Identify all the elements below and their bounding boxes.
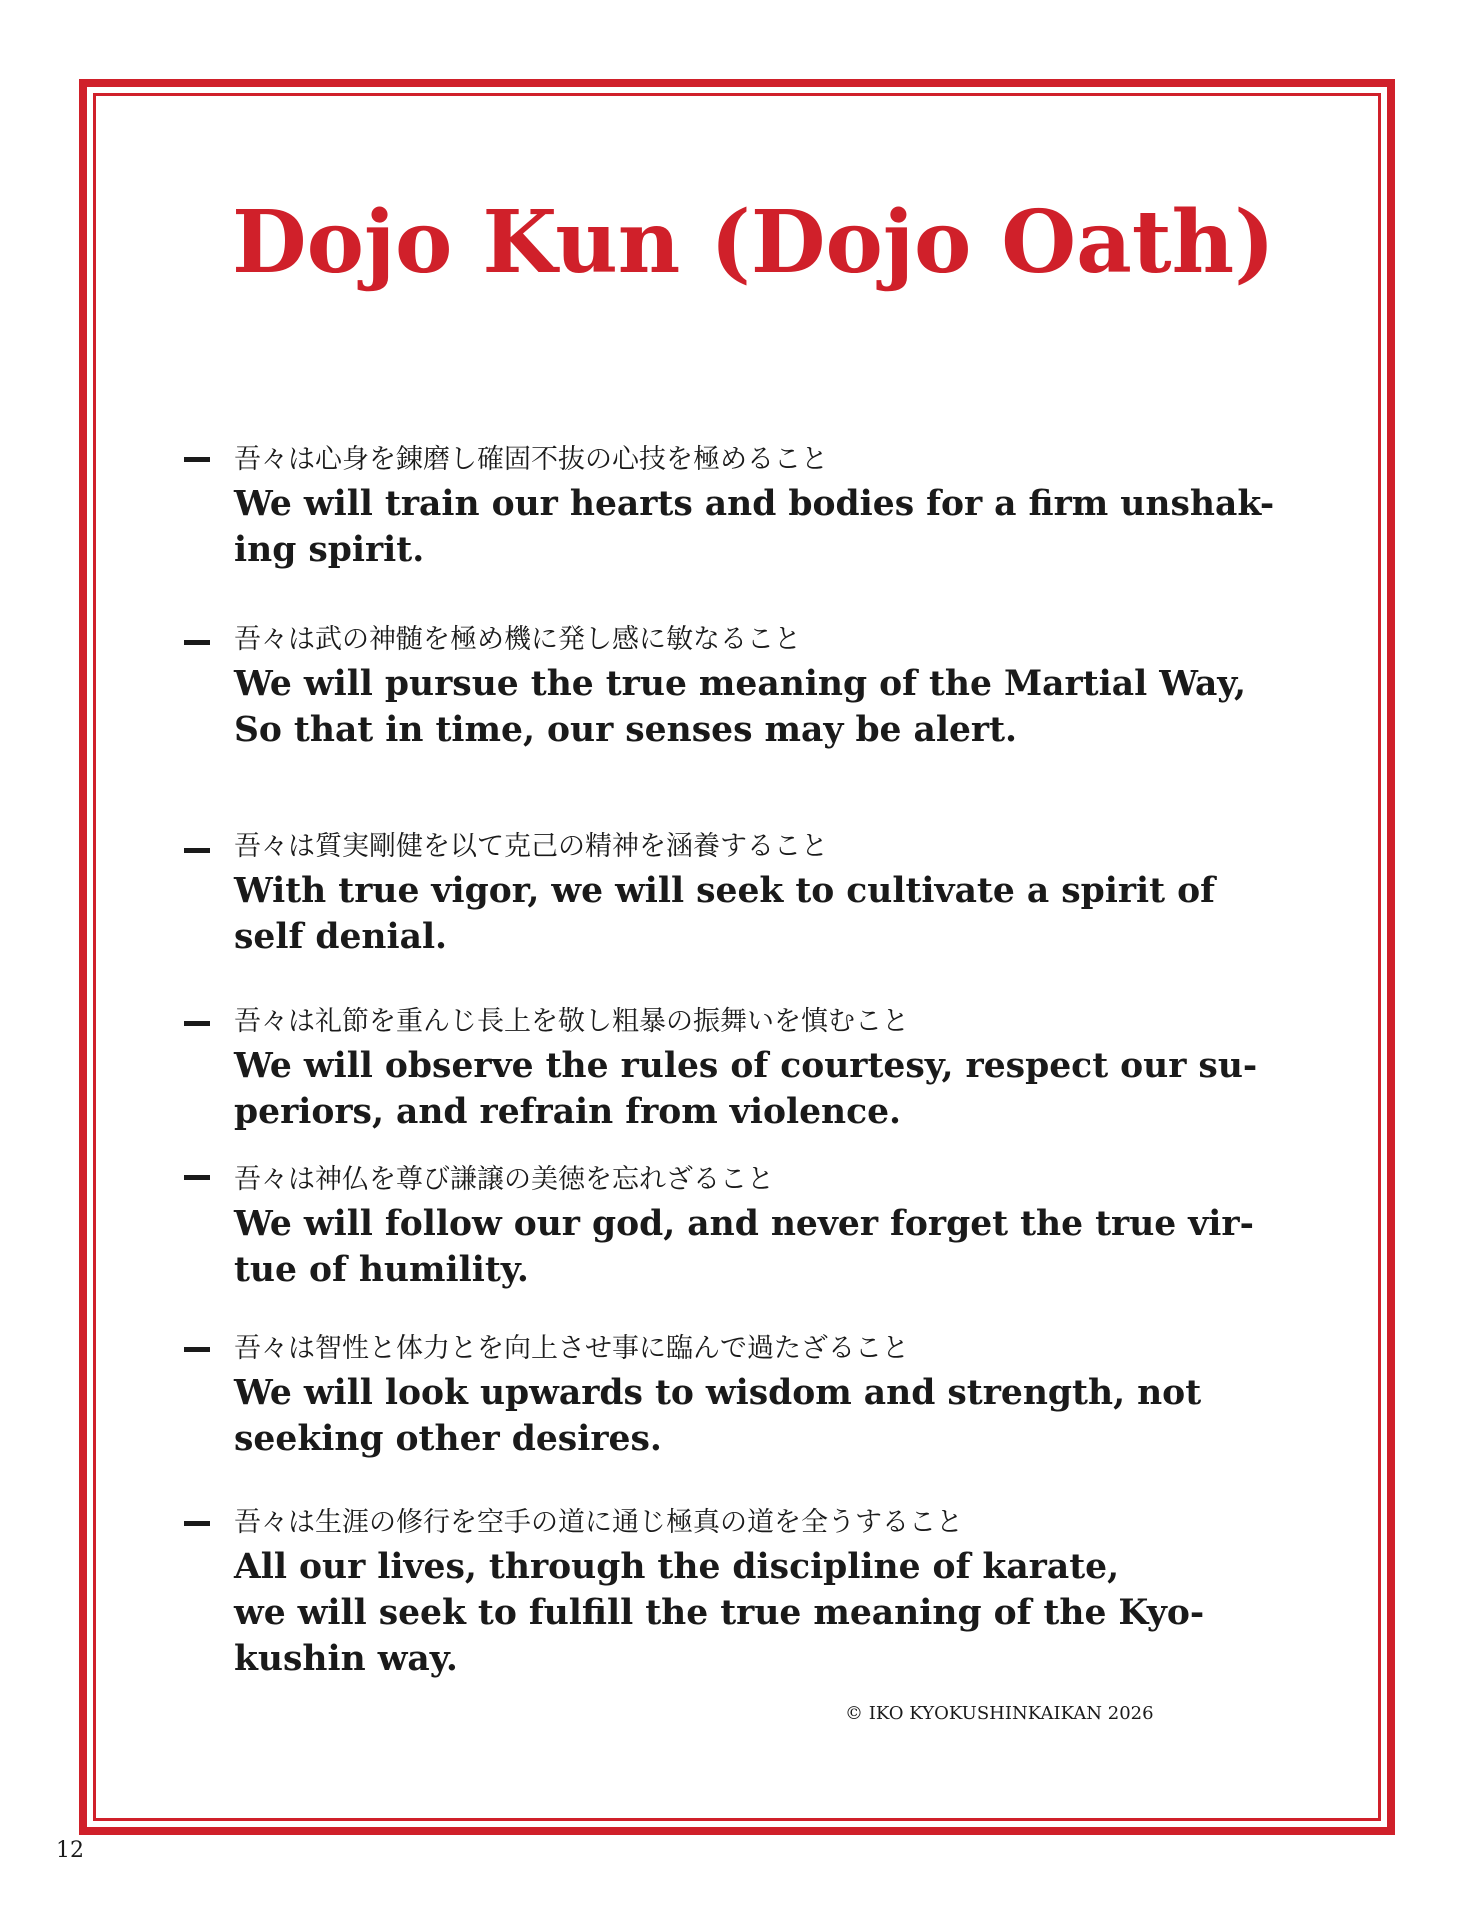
- oath-english-line: self denial.: [234, 917, 448, 957]
- dash-bullet: [184, 457, 210, 462]
- dash-bullet: [184, 1021, 210, 1026]
- dash-bullet: [184, 1521, 210, 1526]
- oath-japanese: 吾々は質実剛健を以て克己の精神を涵養すること: [234, 831, 828, 862]
- oath-english: [234, 1370, 1234, 1462]
- oath-english-line: periors, and refrain from violence.: [234, 1092, 902, 1132]
- oath-english-line: We will observe the rules of courtesy, respect our su-: [234, 1046, 1258, 1086]
- oath-japanese: 吾々は武の神髄を極め機に発し感に敏なること: [234, 624, 801, 655]
- oath-japanese: 吾々は礼節を重んじ長上を敬し粗暴の振舞いを慎むこと: [234, 1006, 909, 1037]
- oath-english-line: we will seek to fulfill the true meaning of the Kyo-: [234, 1593, 1205, 1633]
- oath-japanese: 吾々は心身を錬磨し確固不抜の心技を極めること: [234, 444, 828, 475]
- oath-english-line: So that in time, our senses may be alert.: [234, 710, 1018, 750]
- oath-english-line: We will look upwards to wisdom and strength, not: [234, 1373, 1202, 1413]
- oath-english: [234, 868, 1234, 960]
- oath-english: [234, 1544, 1234, 1682]
- oath-english-line: tue of humility.: [234, 1250, 529, 1290]
- oath-english-line: kushin way.: [234, 1639, 458, 1679]
- oath-english-line: All our lives, through the discipline of karate,: [234, 1547, 1120, 1587]
- dash-bullet: [184, 1347, 210, 1352]
- oath-english-line: seeking other desires.: [234, 1419, 662, 1459]
- oath-english: [234, 1201, 1254, 1293]
- copyright-notice: © IKO KYOKUSHINKAIKAN 2026: [845, 1703, 1154, 1724]
- oath-english: [234, 1043, 1258, 1135]
- oath-english-line: With true vigor, we will seek to cultivate a spirit of: [234, 871, 1215, 911]
- oath-japanese: 吾々は生涯の修行を空手の道に通じ極真の道を全うすること: [234, 1507, 963, 1538]
- dash-bullet: [184, 1175, 210, 1180]
- oath-english-line: We will train our hearts and bodies for a firm unshak-: [234, 484, 1275, 524]
- oath-japanese: 吾々は神仏を尊び謙譲の美徳を忘れざること: [234, 1164, 774, 1195]
- page-number: 12: [56, 1838, 84, 1863]
- oath-english-line: We will pursue the true meaning of the Martial Way,: [234, 664, 1247, 704]
- oath-japanese: 吾々は智性と体力とを向上させ事に臨んで過たざること: [234, 1333, 909, 1364]
- oath-english-line: ing spirit.: [234, 530, 425, 570]
- oath-english: [234, 481, 1275, 573]
- oath-english: [234, 661, 1247, 753]
- dash-bullet: [184, 848, 210, 853]
- page-title: Dojo Kun (Dojo Oath): [232, 192, 1275, 293]
- dash-bullet: [184, 640, 210, 645]
- oath-english-line: We will follow our god, and never forget the true vir-: [234, 1204, 1254, 1244]
